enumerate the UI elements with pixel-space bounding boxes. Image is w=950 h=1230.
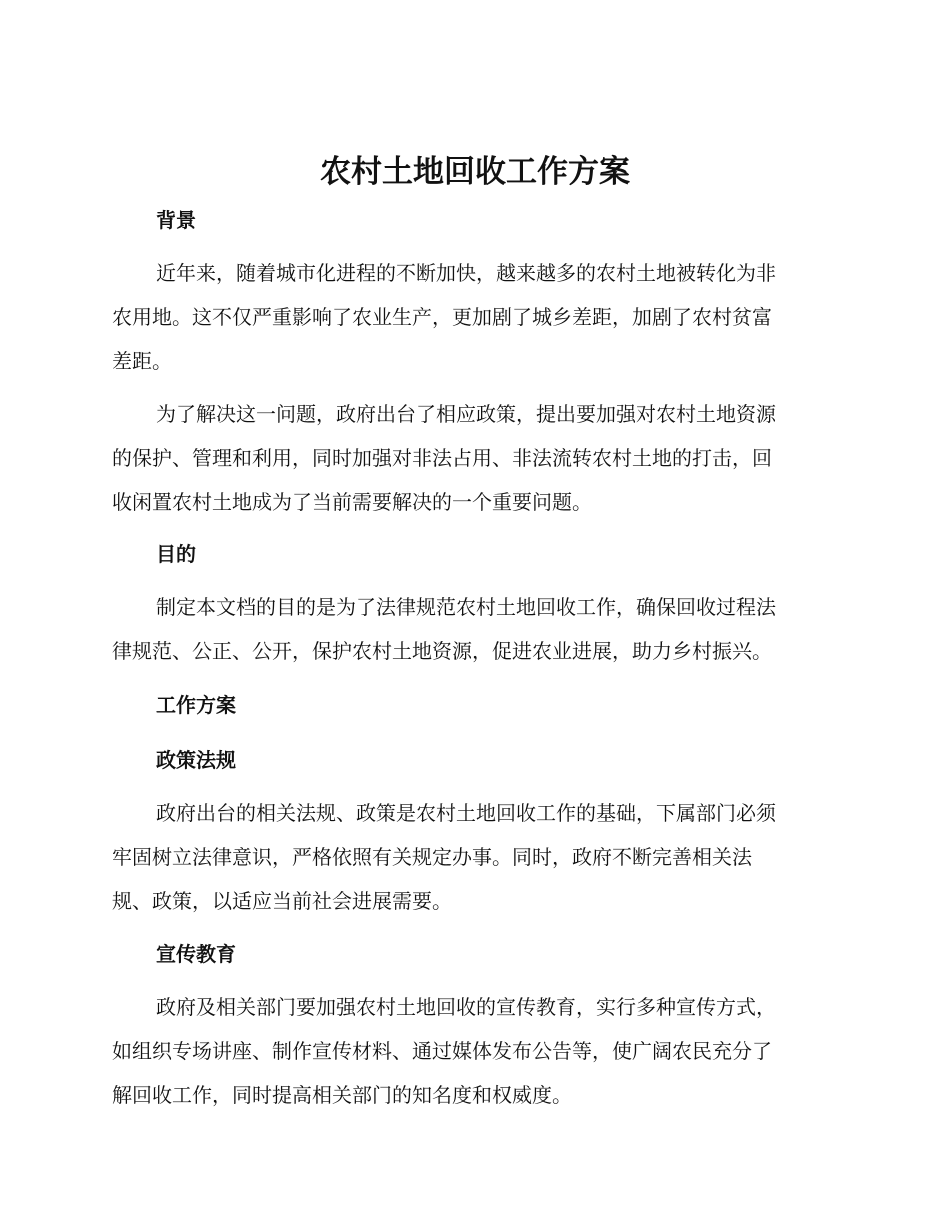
text-line: 收闲置农村土地成为了当前需要解决的一个重要问题。 [112,490,592,514]
text-line: 政府及相关部门要加强农村土地回收的宣传教育，实行多种宣传方式， [156,995,776,1019]
background-paragraph-2 [112,392,836,524]
heading-background: 背景 [156,208,196,232]
text-line: 规、政策，以适应当前社会进展需要。 [112,889,452,913]
text-line: 为了解决这一问题，政府出台了相应政策，提出要加强对农村土地资源 [156,402,776,426]
background-paragraph-1 [112,251,836,383]
text-line: 差距。 [112,349,172,373]
heading-purpose: 目的 [156,542,196,566]
text-line: 的保护、管理和利用，同时加强对非法占用、非法流转农村土地的打击，回 [112,446,772,470]
heading-plan: 工作方案 [156,693,236,717]
text-line: 近年来，随着城市化进程的不断加快，越来越多的农村土地被转化为非 [156,261,776,285]
document-title: 农村土地回收工作方案 [320,154,630,190]
text-line: 律规范、公正、公开，保护农村土地资源，促进农业进展，助力乡村振兴。 [112,639,772,663]
text-line: 农用地。这不仅严重影响了农业生产，更加剧了城乡差距，加剧了农村贫富 [112,305,772,329]
text-line: 制定本文档的目的是为了法律规范农村土地回收工作，确保回收过程法 [156,595,776,619]
text-line: 政府出台的相关法规、政策是农村土地回收工作的基础，下属部门必须 [156,801,776,825]
text-line: 牢固树立法律意识，严格依照有关规定办事。同时，政府不断完善相关法 [112,845,752,869]
text-line: 解回收工作，同时提高相关部门的知名度和权威度。 [112,1083,572,1107]
purpose-paragraph [112,585,836,673]
heading-publicity: 宣传教育 [156,942,236,966]
text-line: 如组织专场讲座、制作宣传材料、通过媒体发布公告等，使广阔农民充分了 [112,1039,772,1063]
publicity-paragraph [112,985,836,1117]
heading-policy: 政策法规 [156,748,236,772]
policy-paragraph [112,791,836,923]
